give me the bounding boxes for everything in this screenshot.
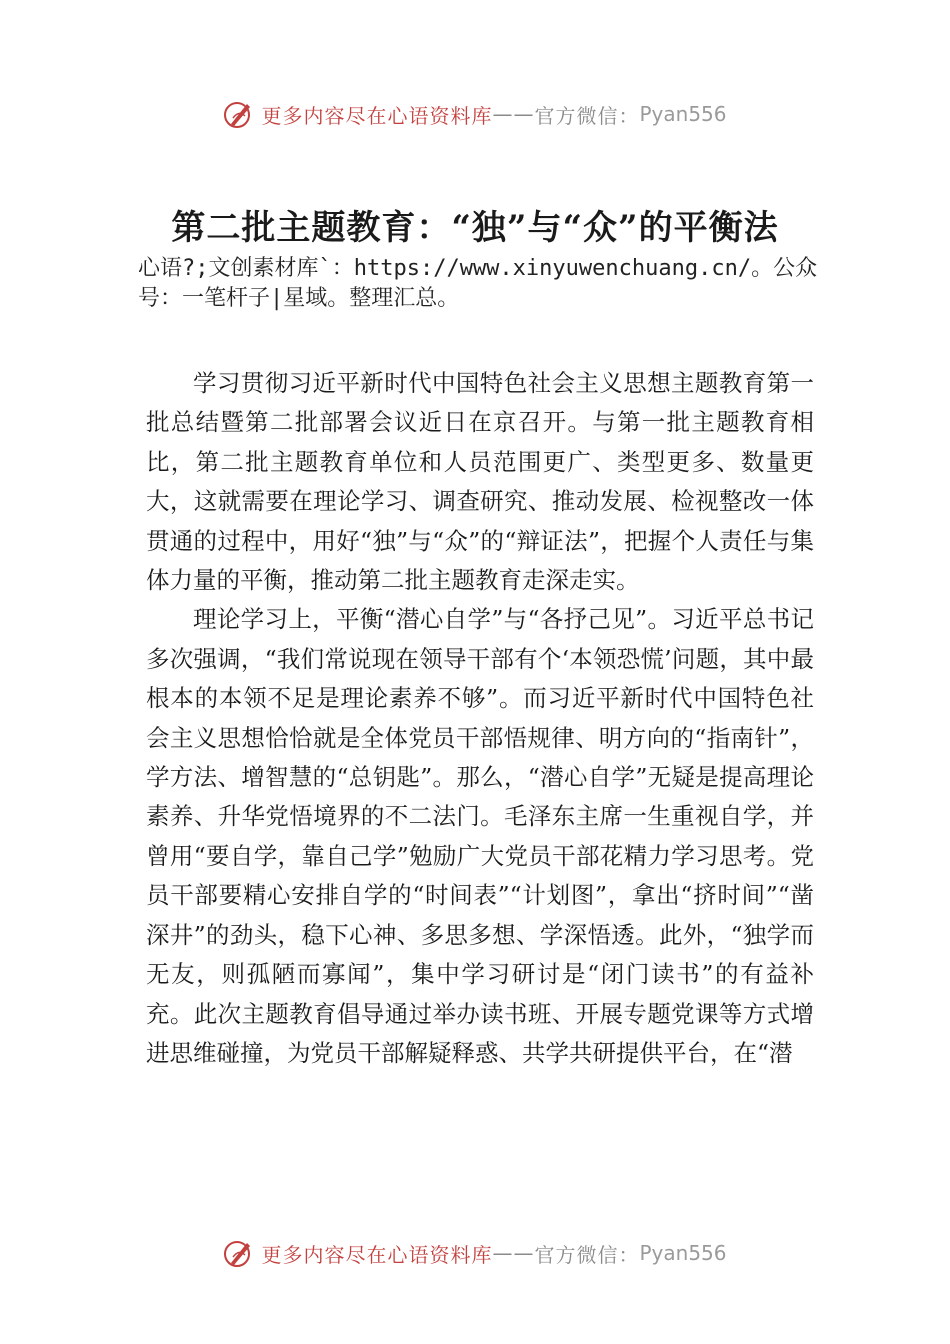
banner-label: 官方微信：	[534, 1242, 640, 1267]
document-title: 第二批主题教育：“独”与“众”的平衡法	[171, 208, 779, 248]
header-watermark-banner	[0, 94, 950, 134]
document-body	[146, 364, 814, 1073]
footer-watermark-banner	[0, 1233, 950, 1273]
paragraph-theory-study: 理论学习上，平衡“潜心自学”与“各抒己见”。习近平总书记多次强调，“我们常说现在领导干部有个‘本领恐慌’问题，其中最根本的本领不足是理论素养不够”。而习近平新时代中国特色社会主义思想恰恰就是全体党员干部悟规律、明方向的“指南针”，学方法、增智慧的“总钥匙”。那么，“潜心自学”无疑是提高理论素养、升华党悟境界的不二法门。毛泽东主席一生重视自学，并曾用“要自学，靠自己学”勉励广大党员干部花精力学习思考。党员干部要精心安排自学的“时间表”“计划图”，拿出“挤时间”“凿深井”的劲头，稳下心神、多思多想、学深悟透。此外，“独学而无友，则孤陋而寡闻”，集中学习研讨是“闭门读书”的有益补充。此次主题教育倡导通过举办读书班、开展专题党课等方式增进思维碰撞，为党员干部解疑释惑、共学共研提供平台，在“潜	[146, 605, 814, 1067]
banner-prefix-text: 更多内容尽在心语资料库	[261, 103, 493, 128]
banner-dash: ——	[492, 1241, 535, 1265]
quill-pen-logo-icon	[223, 1237, 255, 1269]
source-note: 心语?;文创素材库`：https://www.xinyuwenchuang.cn/。公众号：一笔杆子|星域。整理汇总。	[138, 256, 818, 311]
paragraph-intro: 学习贯彻习近平新时代中国特色社会主义思想主题教育第一批总结暨第二批部署会议近日在京召开。与第一批主题教育相比，第二批主题教育单位和人员范围更广、类型更多、数量更大，这就需要在理论学习、调查研究、推动发展、检视整改一体贯通的过程中，用好“独”与“众”的“辩证法”，把握个人责任与集体力量的平衡，推动第二批主题教育走深走实。	[146, 369, 814, 595]
banner-wechat-id: Pyan556	[639, 102, 727, 126]
banner-wechat-id: Pyan556	[639, 1241, 727, 1265]
banner-prefix-text: 更多内容尽在心语资料库	[261, 1242, 493, 1267]
quill-pen-logo-icon	[223, 98, 255, 130]
banner-label: 官方微信：	[534, 103, 640, 128]
banner-dash: ——	[492, 102, 535, 126]
